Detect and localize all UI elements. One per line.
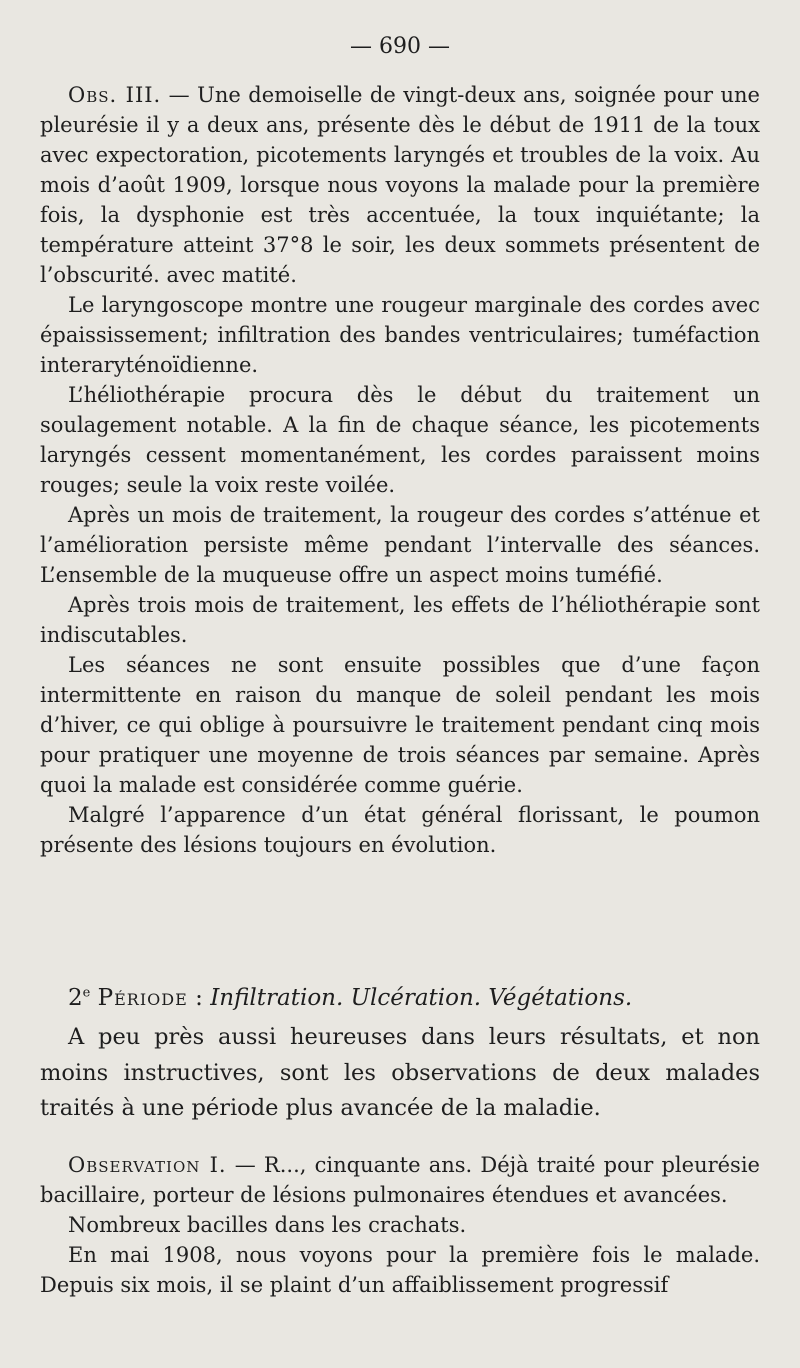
obs1-label: Observation I.	[68, 1153, 227, 1177]
obs3-paragraph-3: L’héliothérapie procura dès le début du traitement un soulagement notable. A la fin de chaque séance, les picotements laryngés cessent momentanément, les cordes paraissent moins rouges; seule la voix reste voilée.	[40, 383, 760, 497]
obs1-paragraph-2: Nombreux bacilles dans les crachats.	[68, 1213, 467, 1237]
section-intro	[40, 1020, 760, 1127]
obs1-paragraph-1: Observation I. — R..., cinquante ans. Déjà traité pour pleurésie bacillaire, porteur de lésions pulmonaires étendues et avancées.	[40, 1153, 760, 1207]
obs3-paragraph-2: Le laryngoscope montre une rougeur marginale des cordes avec épaississement; infiltration des bandes ventriculaires; tuméfaction interaryténoïdienne.	[40, 293, 760, 377]
section-heading: 2e Période : Infiltration. Ulcération. Végétations.	[68, 985, 633, 1011]
obs3-label: Obs. III.	[68, 83, 162, 107]
intro-paragraph: A peu près aussi heureuses dans leurs résultats, et non moins instructives, sont les observations de deux malades traités à une période plus avancée de la maladie.	[40, 1024, 760, 1121]
obs3-paragraph-1: Obs. III. — Une demoiselle de vingt-deux ans, soignée pour une pleurésie il y a deux ans, présente dès le début de 1911 de la toux avec expectoration, picotements laryngés et troubles de la voix. Au mois d’août 1909, lorsque nous voyons la malade pour la première fois, la dysphonie est très accentuée, la toux inquiétante; la température atteint 37°8 le soir, les deux sommets présentent de l’obscurité. avec matité.	[40, 83, 760, 287]
page-number: — 690 —	[350, 34, 450, 59]
obs1-paragraph-3: En mai 1908, nous voyons pour la première fois le malade. Depuis six mois, il se plaint d’un affaiblissement progressif	[40, 1243, 760, 1297]
obs3-paragraph-7: Malgré l’apparence d’un état général florissant, le poumon présente des lésions toujours en évolution.	[40, 803, 760, 857]
observation-iii	[40, 80, 760, 860]
obs3-paragraph-5: Après trois mois de traitement, les effets de l’héliothérapie sont indiscutables.	[40, 593, 760, 647]
obs3-paragraph-6: Les séances ne sont ensuite possibles que d’une façon intermittente en raison du manque de soleil pendant les mois d’hiver, ce qui oblige à poursuivre le traitement pendant cinq mois pour pratiquer une moyenne de trois séances par semaine. Après quoi la malade est considérée comme guérie.	[40, 653, 760, 797]
observation-i	[40, 1150, 760, 1300]
section-title: Infiltration. Ulcération. Végétations.	[210, 985, 633, 1011]
obs3-paragraph-4: Après un mois de traitement, la rougeur des cordes s’atténue et l’amélioration persiste même pendant l’intervalle des séances. L’ensemble de la muqueuse offre un aspect moins tuméfié.	[40, 503, 760, 587]
